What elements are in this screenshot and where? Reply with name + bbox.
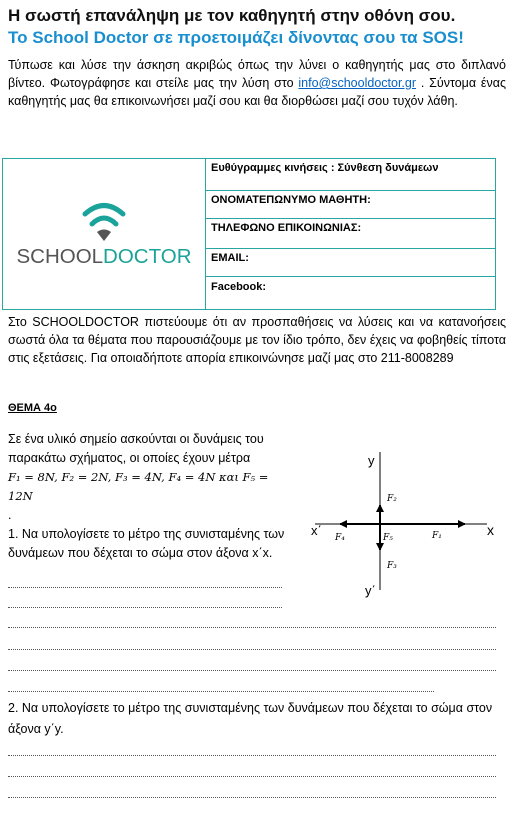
f1-label: F₁ [432,531,442,541]
email-link[interactable]: info@schooldoctor.gr [298,76,417,90]
x-prime-label: x΄ [311,523,322,538]
question-1: 1. Να υπολογίσετε το μέτρο της συνισταμένης των δυνάμεων που δέχεται το σώμα στον άξονα x΄x. [8,527,285,560]
answer-line[interactable] [8,607,282,608]
header-title: Η σωστή επανάληψη με τον καθηγητή στην οθόνη σου. [8,6,456,25]
subject-row: Ευθύγραμμες κινήσεις : Σύνθεση δυνάμεων [206,159,495,191]
answer-line[interactable] [8,649,496,650]
y-axis-label: y [368,453,375,468]
svg-text:SCHOOLDOCTOR [16,245,191,268]
f3-label: F₃ [387,561,397,571]
formula-period: . [8,508,12,522]
force-diagram [305,445,510,605]
header-subtitle: Το School Doctor σε προετοιμάζει δίνοντας σου τα SOS! [8,28,464,47]
logo-text-doctor: DOCTOR [103,245,192,268]
intro-text-end: . Σύντομα ένας καθηγητής μας θα επικοινωνήσει μαζί σου και θα διορθώσει μαζί σου τυχόν λάθη. [8,76,507,108]
logo-cell [3,159,206,309]
answer-line[interactable] [8,776,496,777]
problem-statement: Σε ένα υλικό σημείο ασκούνται οι δυνάμεις του παρακάτω σχήματος, οι οποίες έχουν μέτρα [8,432,264,465]
answer-line[interactable] [8,797,496,798]
student-name-field[interactable]: ΟΝΟΜΑΤΕΠΩΝΥΜΟ ΜΑΘΗΤΗ: [206,191,495,219]
phone-field[interactable]: ΤΗΛΕΦΩΝΟ ΕΠΙΚΟΙΝΩΝΙΑΣ: [206,219,495,249]
answer-line[interactable] [8,627,496,628]
y-prime-label: y΄ [365,583,376,598]
logo-text-school: SCHOOL [16,245,104,268]
answer-line[interactable] [8,587,282,588]
student-info-card [2,158,496,310]
theme-heading: ΘΕΜΑ 4ο [8,402,57,414]
signal-arc-outer [85,206,123,215]
f4-label: F₄ [335,533,345,543]
signal-dot [97,230,111,242]
f2-label: F₂ [387,494,397,504]
f5-label: F₅ [383,533,393,543]
x-axis-label: x [487,522,494,538]
force-formula: F₁ = 8N, F₂ = 2N, F₃ = 4N, F₄ = 4N και F₅ = 12N [8,470,269,503]
facebook-field[interactable]: Facebook: [211,281,267,293]
answer-line[interactable] [8,691,434,692]
signal-arc-middle [92,218,116,224]
info-paragraph: Στο SCHOOLDOCTOR πιστεύουμε ότι αν προσπαθήσεις να λύσεις και να κατανοήσεις σωστά όλα τα θέματα που παρουσιάζουμε με τον ίδιο τρόπο, δεν έχεις να φοβηθείς τίποτα στις εξετάσεις. Για οποιαδήποτε απορία επικοινώνησε μαζί μας στο 211-8008289 [8,315,506,365]
email-field[interactable]: EMAIL: [206,249,495,277]
intro-paragraph [8,56,506,110]
intro-text: Τύπωσε και λύσε την άσκηση ακριβώς όπως την λύνει ο καθηγητής μας στο διπλανό βίντεο. Φωτογράφησε και στείλε μας την λύση στο [8,58,506,90]
answer-line[interactable] [8,670,496,671]
answer-line[interactable] [8,755,496,756]
problem-block [8,430,293,563]
question-2: 2. Να υπολογίσετε το μέτρο της συνισταμένης των δυνάμεων που δέχεται το σώμα στον άξονα y΄y. [8,701,493,736]
schooldoctor-logo [3,159,205,309]
